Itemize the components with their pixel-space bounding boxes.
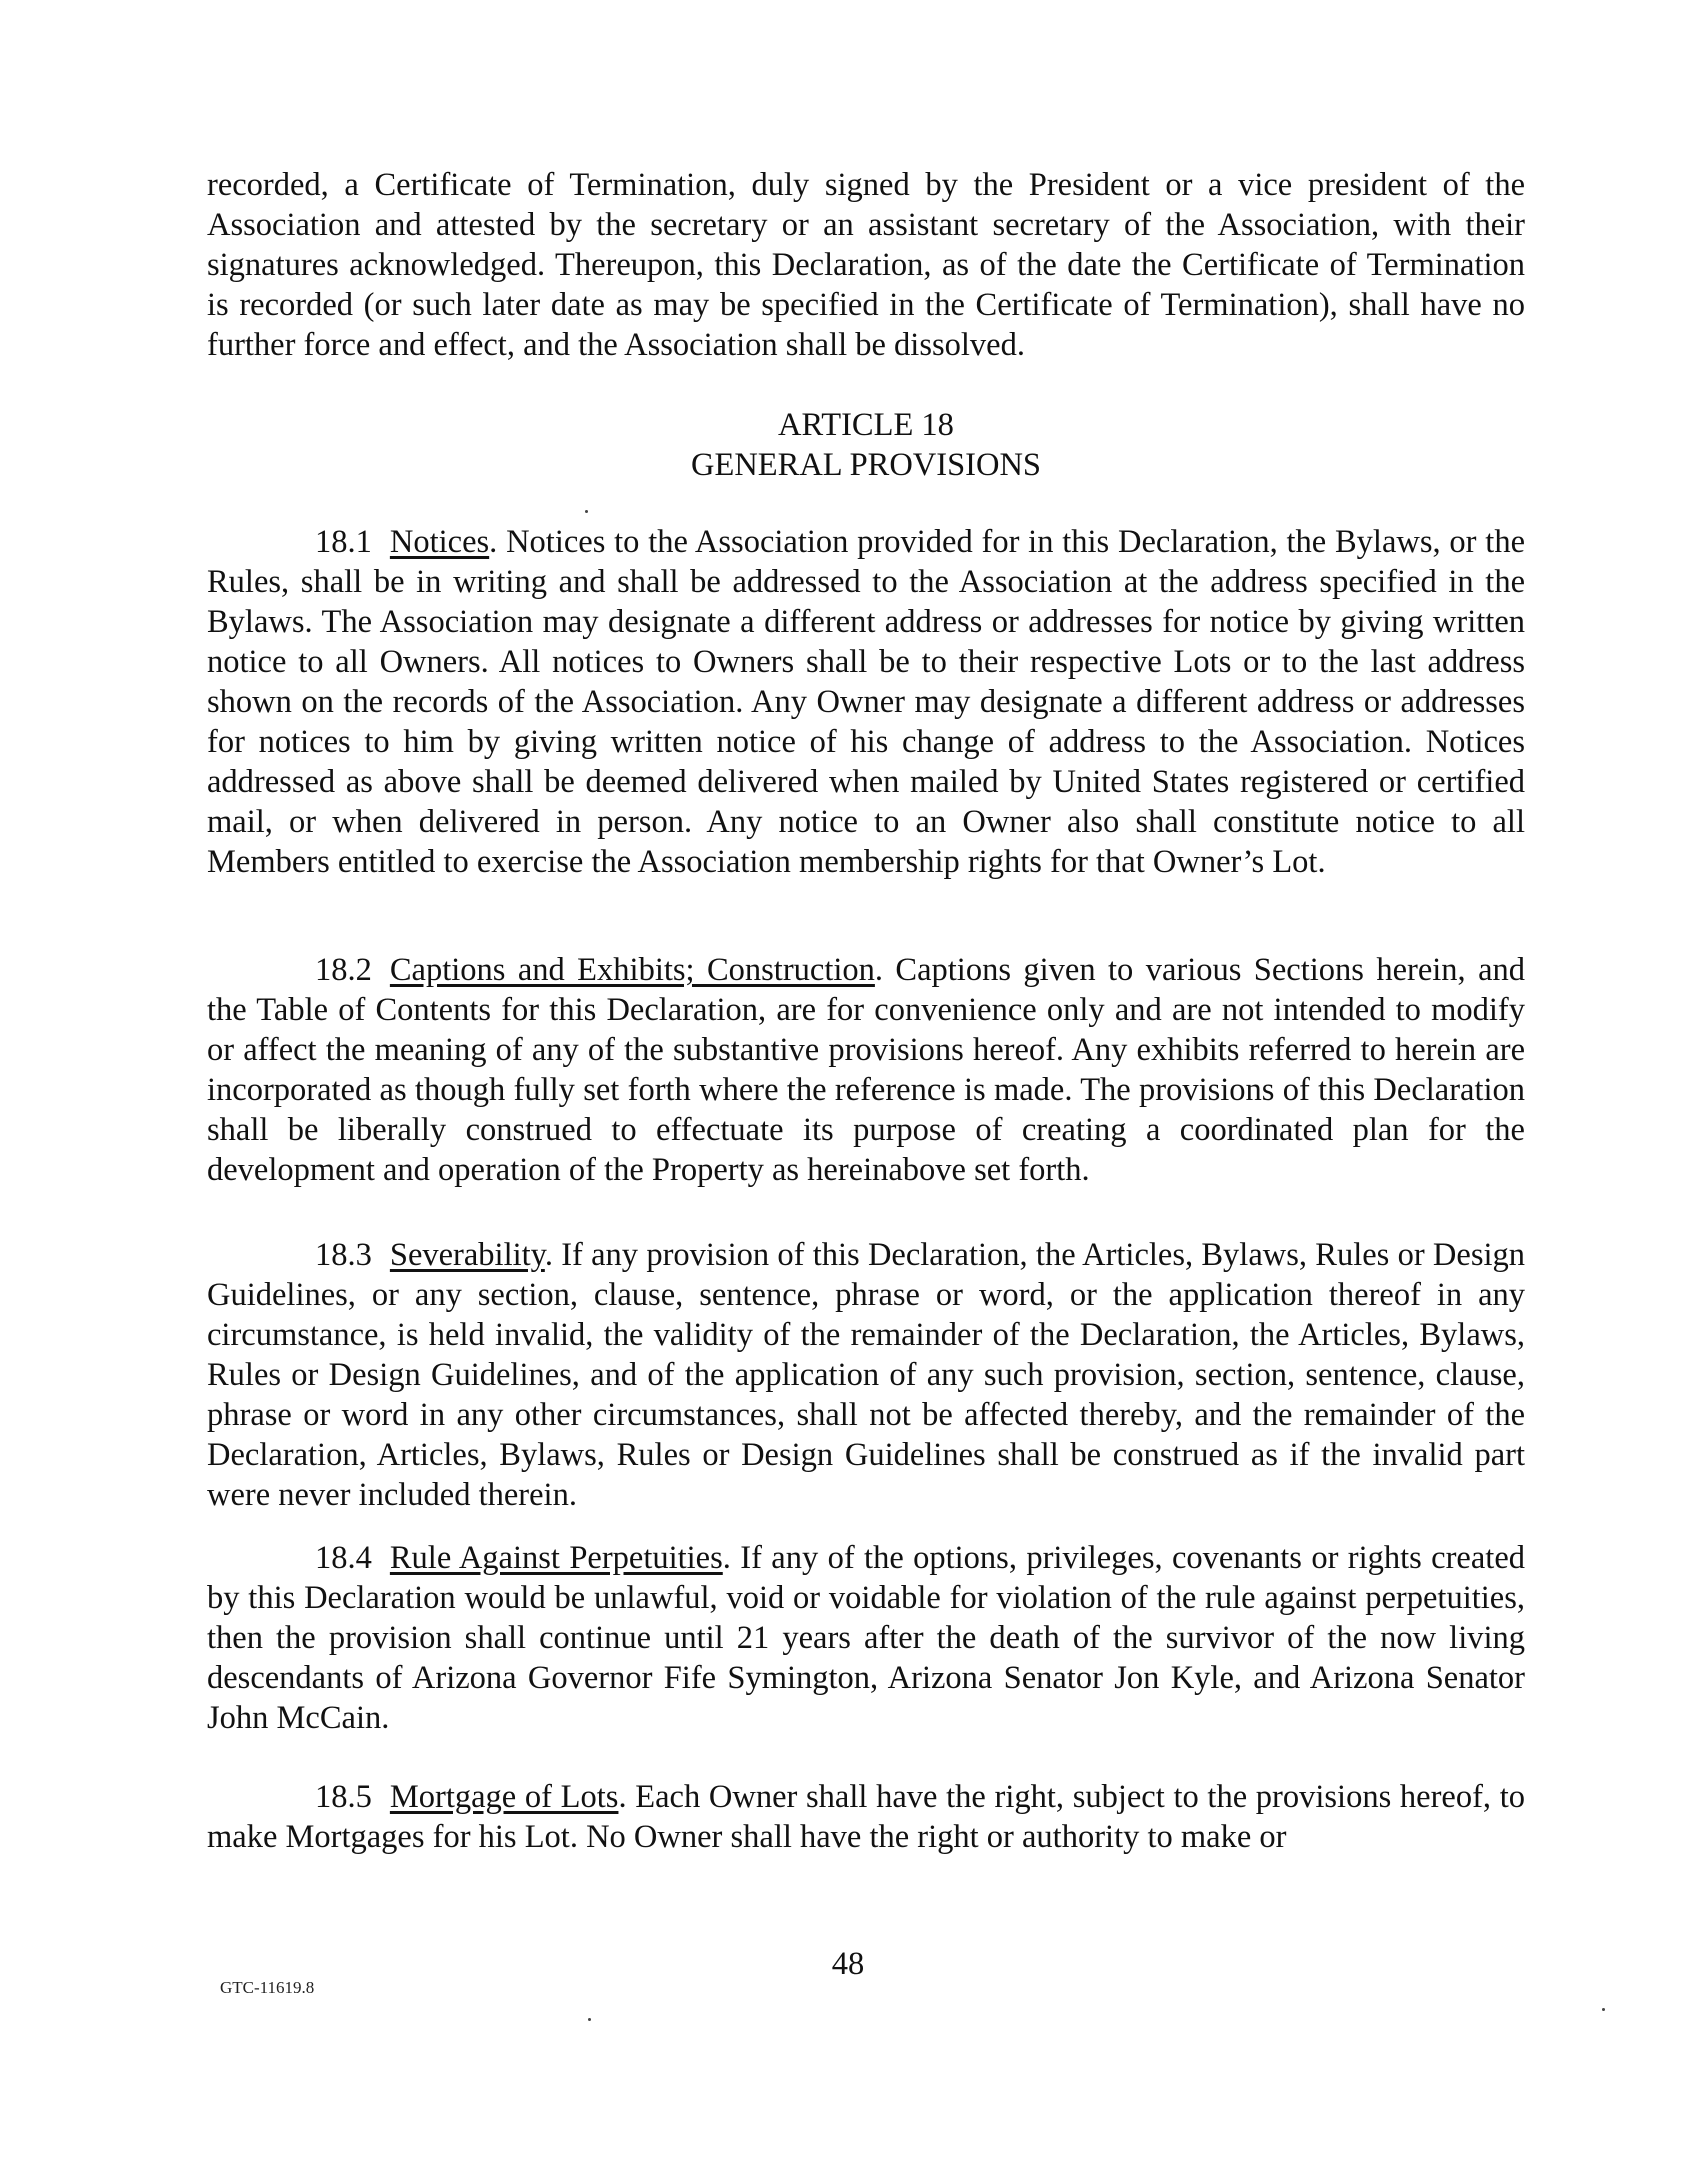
section-text: . Notices to the Association provided for in this Declaration, the Bylaws, or the Rules, shall be in writing and shall be addressed to the Association at the address specified in the Bylaws. The Association may designate a different address or addresses for notice by giving written notice to all Owners. All notices to Owners shall be to their respective Lots or to the last address shown on the records of the Association. Any Owner may designate a different address or addresses for notices to him by giving written notice of his change of address to the Association. Notices addressed as above shall be deemed delivered when mailed by United States registered or certified mail, or when delivered in person. Any notice to an Owner also shall constitute notice to all Members entitled to exercise the Association membership rights for that Owner’s Lot. (207, 524, 1525, 880)
section-perpetuities (207, 1538, 1525, 1738)
section-number: 18.2 (315, 952, 372, 988)
section-number: 18.3 (315, 1237, 372, 1273)
article-number: ARTICLE 18 (778, 407, 954, 443)
section-mortgage (207, 1777, 1525, 1857)
scan-speck (588, 2018, 591, 2021)
section-number: 18.5 (315, 1779, 372, 1815)
section-number: 18.4 (315, 1540, 372, 1576)
section-number: 18.1 (315, 524, 372, 560)
scan-speck (585, 510, 588, 513)
section-title: Severability (389, 1237, 545, 1273)
section-captions (207, 950, 1525, 1190)
section-title: Rule Against Perpetuities (389, 1540, 723, 1576)
section-notices (207, 522, 1525, 882)
section-text: . If any of the options, privileges, covenants or rights created by this Declaration would be unlawful, void or voidable for violation of the rule against perpetuities, then the provision shall continue until 21 years after the death of the survivor of the now living descendants of Arizona Governor Fife Symington, Arizona Senator Jon Kyle, and Arizona Senator John McCain. (207, 1540, 1525, 1736)
section-title: Notices (389, 524, 490, 560)
section-text: . Captions given to various Sections herein, and the Table of Contents for this Declaration, are for convenience only and are not intended to modify or affect the meaning of any of the substantive provisions hereof. Any exhibits referred to herein are incorporated as though fully set forth where the reference is made. The provisions of this Declaration shall be liberally construed to effectuate its purpose of creating a coordinated plan for the development and operation of the Property as hereinabove set forth. (207, 952, 1526, 1188)
page-number: 48 (831, 1946, 865, 1982)
section-text: . If any provision of this Declaration, the Articles, Bylaws, Rules or Design Guidelines, or any section, clause, sentence, phrase or word, or the application thereof in any circumstance, is held invalid, the validity of the remainder of the Declaration, the Articles, Bylaws, Rules or Design Guidelines, and of the application of any such provision, section, sentence, clause, phrase or word in any other circumstances, shall not be affected thereby, and the remainder of the Declaration, Articles, Bylaws, Rules or Design Guidelines shall be construed as if the invalid part were never included therein. (207, 1237, 1525, 1513)
section-text: . Each Owner shall have the right, subject to the provisions hereof, to make Mortgages for his Lot. No Owner shall have the right or authority to make or (207, 1779, 1526, 1855)
intro-paragraph: recorded, a Certificate of Termination, duly signed by the President or a vice president of the Association and attested by the secretary or an assistant secretary of the Association, with their signatures acknowledged. Thereupon, this Declaration, as of the date the Certificate of Termination is recorded (or such later date as may be specified in the Certificate of Termination), shall have no further force and effect, and the Association shall be dissolved. (207, 167, 1525, 363)
section-title: Captions and Exhibits; Construction (389, 952, 875, 988)
article-title: GENERAL PROVISIONS (691, 447, 1041, 483)
scan-speck (1602, 2008, 1605, 2011)
section-severability (207, 1235, 1525, 1515)
section-title: Mortgage of Lots (389, 1779, 619, 1815)
document-code: GTC-11619.8 (220, 1978, 315, 1997)
